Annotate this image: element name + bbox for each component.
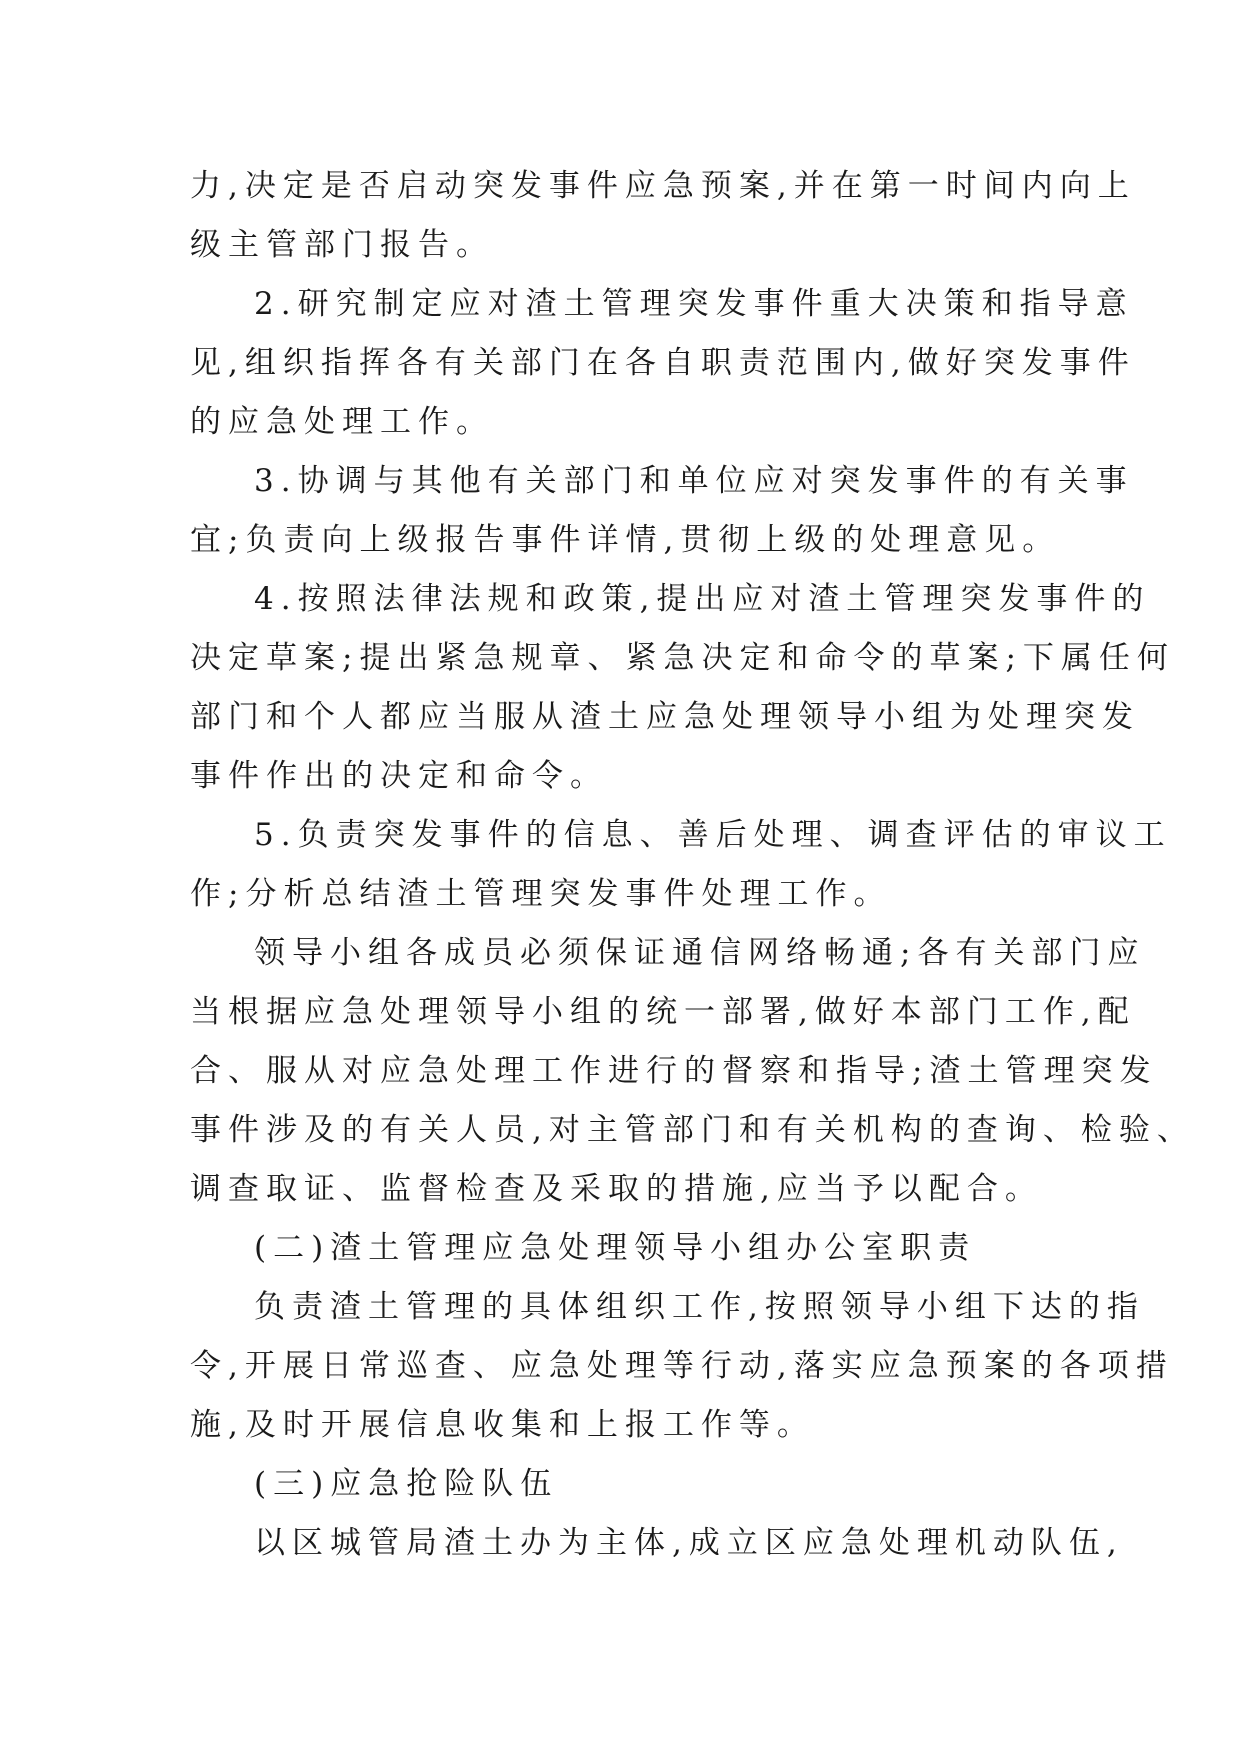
text-line: 宜;负责向上级报告事件详情,贯彻上级的处理意见。 [190,522,1061,558]
text-line: (二)渣土管理应急处理领导小组办公室职责 [254,1230,977,1266]
text-line: 见,组织指挥各有关部门在各自职责范围内,做好突发事件 [190,345,1136,381]
text-line: 当根据应急处理领导小组的统一部署,做好本部门工作,配 [190,994,1136,1030]
text-line: 4.按照法律法规和政策,提出应对渣土管理突发事件的 [254,581,1151,617]
text-line: (三)应急抢险队伍 [254,1466,559,1502]
text-line: 决定草案;提出紧急规章、紧急决定和命令的草案;下属任何 [190,640,1175,676]
text-line: 负责渣土管理的具体组织工作,按照领导小组下达的指 [254,1289,1145,1325]
text-line: 力,决定是否启动突发事件应急预案,并在第一时间内向上 [190,168,1136,204]
text-line: 作;分析总结渣土管理突发事件处理工作。 [190,876,892,912]
document-body [190,157,1195,1573]
text-line: 2.研究制定应对渣土管理突发事件重大决策和指导意 [254,286,1134,322]
text-line: 合、服从对应急处理工作进行的督察和指导;渣土管理突发 [190,1053,1158,1089]
text-line: 事件作出的决定和命令。 [190,758,608,794]
text-line: 级主管部门报告。 [190,227,494,263]
text-line: 5.负责突发事件的信息、善后处理、调查评估的审议工 [254,817,1172,853]
text-line: 部门和个人都应当服从渣土应急处理领导小组为处理突发 [190,699,1140,735]
text-line: 调查取证、监督检查及采取的措施,应当予以配合。 [190,1171,1043,1207]
text-line: 事件涉及的有关人员,对主管部门和有关机构的查询、检验、 [190,1112,1195,1148]
text-line: 以区城管局渣土办为主体,成立区应急处理机动队伍, [254,1525,1124,1561]
text-line: 领导小组各成员必须保证通信网络畅通;各有关部门应 [254,935,1146,971]
text-line: 施,及时开展信息收集和上报工作等。 [190,1407,815,1443]
text-line: 的应急处理工作。 [190,404,494,440]
text-line: 令,开展日常巡查、应急处理等行动,落实应急预案的各项措 [190,1348,1174,1384]
text-line: 3.协调与其他有关部门和单位应对突发事件的有关事 [254,463,1134,499]
